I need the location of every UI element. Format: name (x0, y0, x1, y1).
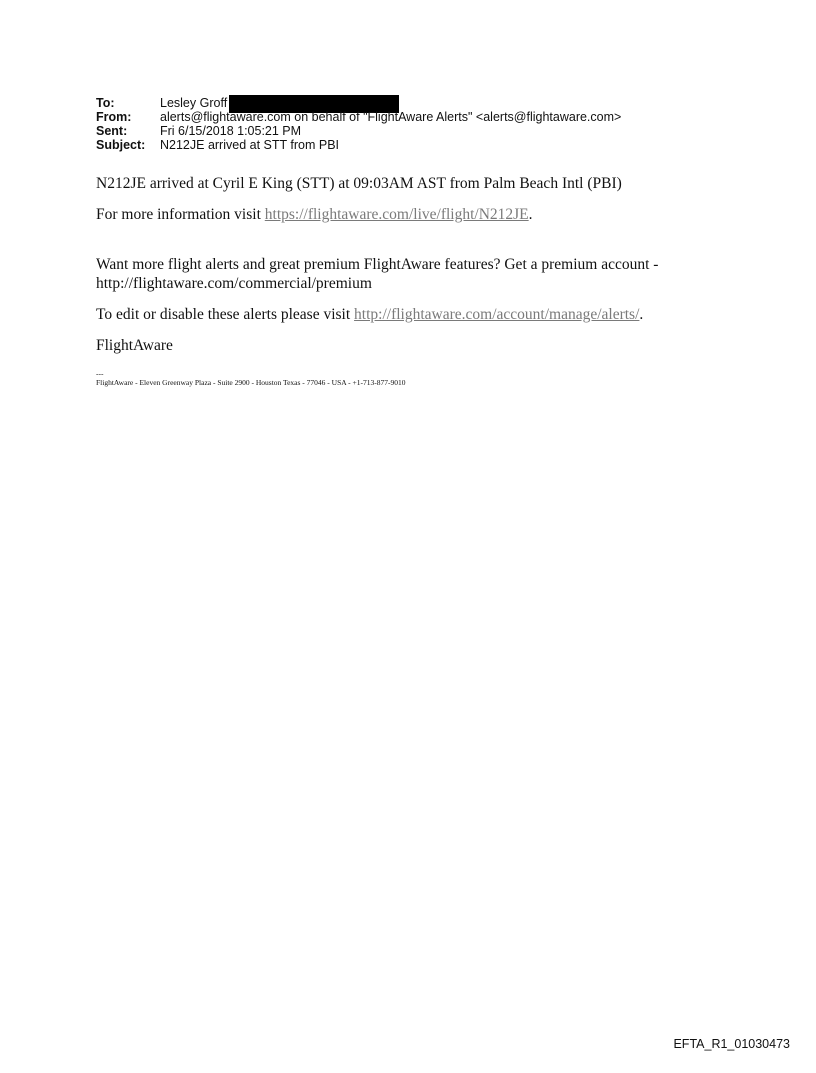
arrival-line: N212JE arrived at Cyril E King (STT) at 09:03AM AST from Palm Beach Intl (PBI) (96, 175, 622, 192)
document-id: EFTA_R1_01030473 (673, 1037, 790, 1051)
subject-label: Subject: (96, 138, 146, 152)
email-footer (96, 369, 736, 387)
info-suffix: . (528, 206, 533, 223)
to-recipient: Lesley Groff (160, 96, 228, 110)
from-row (96, 110, 621, 124)
from-value: alerts@flightaware.com on behalf of "FlightAware Alerts" <alerts@flightaware.com> (160, 110, 622, 124)
from-label: From: (96, 110, 132, 124)
manage-alerts-link[interactable]: http://flightaware.com/account/manage/alerts/ (354, 306, 640, 323)
sent-label: Sent: (96, 124, 128, 138)
subject-value: N212JE arrived at STT from PBI (160, 138, 339, 152)
info-paragraph (96, 205, 736, 224)
edit-suffix: . (639, 306, 644, 323)
signature: FlightAware (96, 337, 173, 354)
info-prefix: For more information visit (96, 206, 265, 223)
footer-separator: --- (96, 369, 104, 378)
flight-link[interactable]: https://flightaware.com/live/flight/N212JE (264, 206, 529, 223)
sent-value: Fri 6/15/2018 1:05:21 PM (160, 124, 302, 138)
to-value (160, 96, 227, 110)
edit-prefix: To edit or disable these alerts please visit (96, 306, 355, 323)
subject-row (96, 138, 621, 152)
footer-address: FlightAware - Eleven Greenway Plaza - Suite 2900 - Houston Texas - 77046 - USA - +1-713-877-9010 (96, 378, 406, 387)
email-header (96, 96, 621, 152)
edit-alerts-paragraph (96, 305, 736, 324)
sent-row (96, 124, 621, 138)
premium-paragraph (96, 255, 736, 293)
to-row (96, 96, 621, 110)
premium-line-2: http://flightaware.com/commercial/premium (96, 275, 372, 292)
to-label: To: (96, 96, 115, 110)
premium-line-1: Want more flight alerts and great premium FlightAware features? Get a premium account - (96, 256, 659, 273)
email-body (96, 174, 736, 387)
